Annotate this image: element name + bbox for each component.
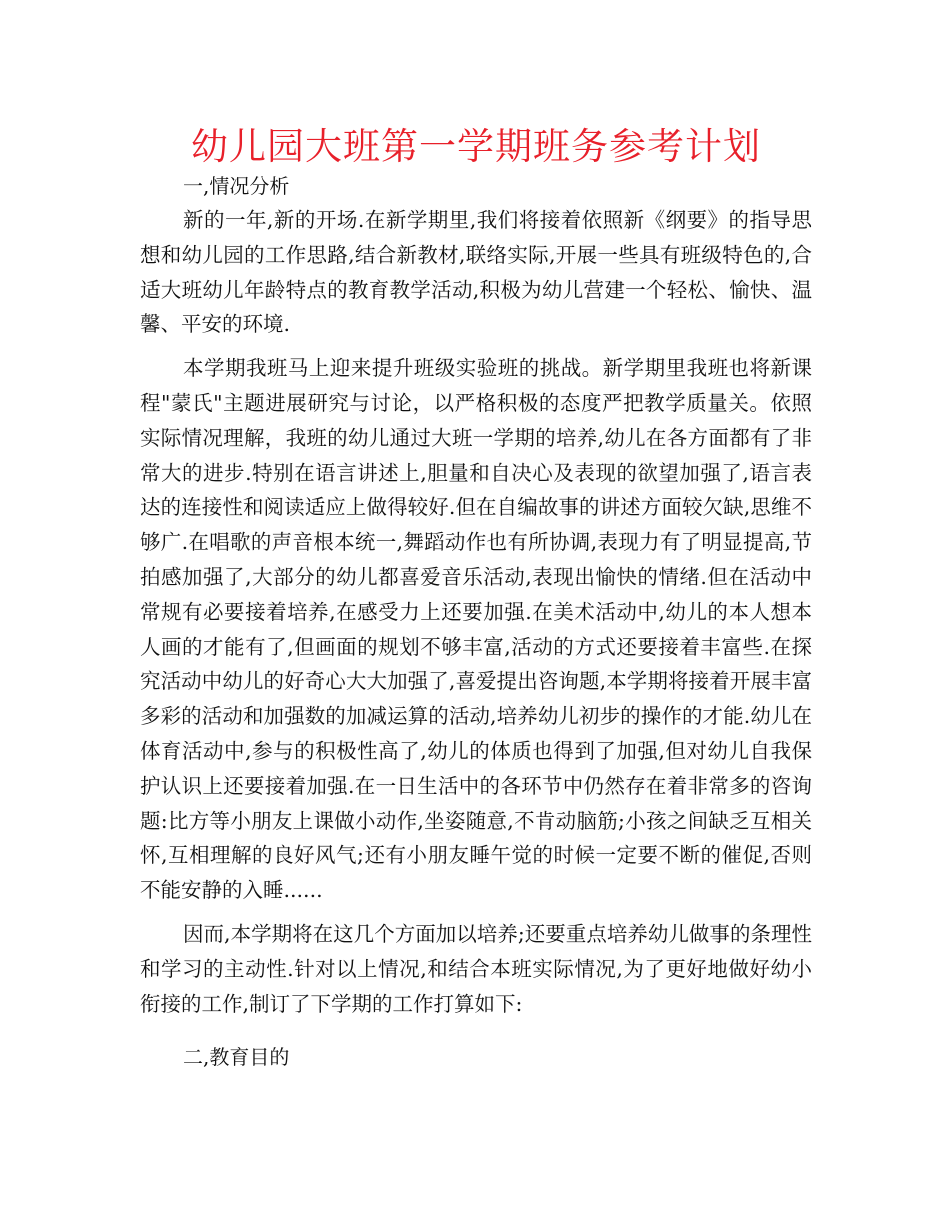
section-heading-situation-analysis: 一,情况分析: [183, 174, 290, 198]
document-page: [140, 118, 812, 1072]
document-title: 幼儿园大班第一学期班务参考计划: [191, 125, 761, 168]
paragraph-intro: 新的一年,新的开场.在新学期里,我们将接着依照新《纲要》的指导思想和幼儿园的工作思路,结合新教材,联络实际,开展一些具有班级特色的,合适大班幼儿年龄特点的教育教学活动,积极为幼儿营建一个轻松、愉快、温馨、平安的环境.: [140, 208, 812, 337]
section-heading-education-goals: 二,教育目的: [183, 1045, 290, 1070]
paragraph-conclusion: 因而,本学期将在这几个方面加以培养;还要重点培养幼儿做事的条理性和学习的主动性.针对以上情况,和结合本班实际情况,为了更好地做好幼小衔接的工作,制订了下学期的工作打算如下:: [140, 921, 812, 1016]
paragraph-class-status: 本学期我班马上迎来提升班级实验班的挑战。新学期里我班也将新课程"蒙氏"主题进展研究与讨论，以严格积极的态度严把教学质量关。依照实际情况理解，我班的幼儿通过大班一学期的培养,幼儿在各方面都有了非常大的进步.特别在语言讲述上,胆量和自决心及表现的欲望加强了,语言表达的连接性和阅读适应上做得较好.但在自编故事的讲述方面较欠缺,思维不够广.在唱歌的声音根本统一,舞蹈动作也有所协调,表现力有了明显提高,节拍感加强了,大部分的幼儿都喜爱音乐活动,表现出愉快的情绪.但在活动中常规有必要接着培养,在感受力上还要加强.在美术活动中,幼儿的本人想本人画的才能有了,但画面的规划不够丰富,活动的方式还要接着丰富些.在探究活动中幼儿的好奇心大大加强了,喜爱提出咨询题,本学期将接着开展丰富多彩的活动和加强数的加减运算的活动,培养幼儿初步的操作的才能.幼儿在体育活动中,参与的积极性高了,幼儿的体质也得到了加强,但对幼儿自我保护认识上还要接着加强.在一日生活中的各环节中仍然存在着非常多的咨询题:比方等小朋友上课做小动作,坐姿随意,不肯动脑筋;小孩之间缺乏互相关怀,互相理解的良好风气;还有小朋友睡午觉的时候一定要不断的催促,否则不能安静的入睡......: [140, 356, 812, 903]
